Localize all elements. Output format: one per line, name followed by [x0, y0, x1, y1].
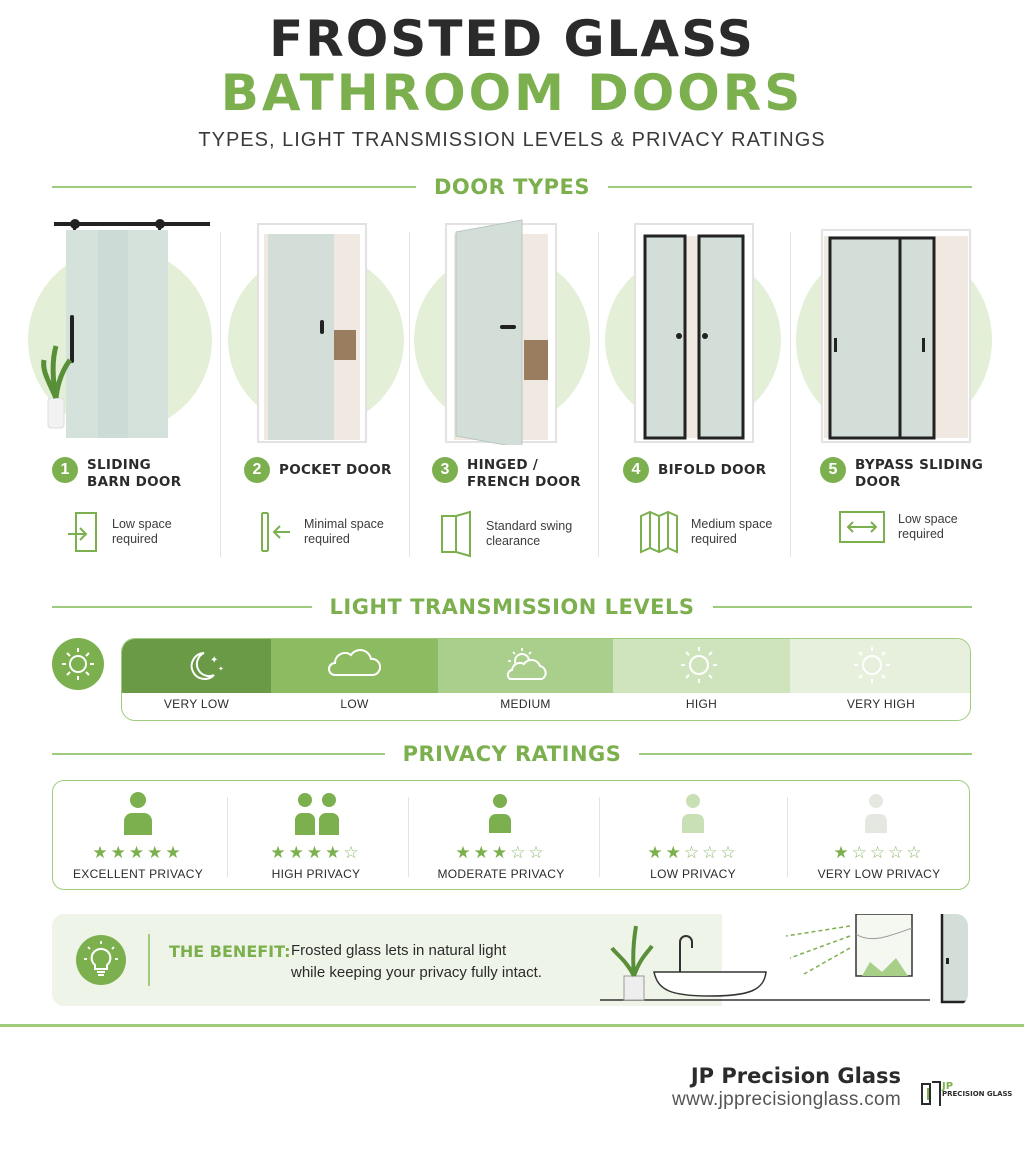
space-line1: Low space	[898, 512, 958, 526]
bypass-door-illustration	[794, 210, 998, 445]
svg-text:JP: JP	[942, 1081, 954, 1092]
light-transmission-heading	[52, 592, 972, 622]
lightbulb-badge	[76, 935, 126, 985]
separator	[148, 934, 150, 986]
door-type-card	[603, 210, 789, 560]
light-level-very-high	[790, 639, 971, 693]
space-line2: required	[304, 532, 350, 546]
person-icon	[120, 791, 156, 835]
space-requirement	[66, 510, 172, 554]
bathroom-scene-illustration	[600, 914, 968, 1006]
bifold-door-illustration	[603, 210, 789, 445]
door-name-line1: HINGED /	[467, 457, 539, 473]
space-requirement	[838, 510, 958, 544]
privacy-ratings-panel	[52, 780, 970, 890]
sun-badge	[52, 638, 104, 690]
privacy-rating-moderate	[411, 781, 591, 891]
door-name	[244, 457, 392, 483]
light-transmission-title: LIGHT TRANSMISSION LEVELS	[329, 595, 695, 619]
door-name	[820, 457, 983, 491]
page-subtitle: TYPES, LIGHT TRANSMISSION LEVELS & PRIVACY RATINGS	[198, 129, 826, 151]
light-level-high	[613, 639, 790, 693]
door-name	[52, 457, 181, 491]
website-link[interactable]: www.jpprecisionglass.com	[672, 1089, 901, 1110]
door-name-line1: BYPASS SLIDING	[855, 457, 984, 473]
svg-text:✦: ✦	[210, 655, 219, 666]
light-level-label: MEDIUM	[500, 697, 551, 711]
people-icon	[293, 791, 343, 835]
space-line1: Low space	[112, 517, 172, 531]
divider	[787, 797, 788, 877]
benefit-banner	[52, 914, 968, 1006]
door-type-card	[414, 210, 598, 560]
door-number: 1	[52, 457, 78, 483]
space-line2: clearance	[486, 534, 541, 548]
space-line2: required	[112, 532, 158, 546]
benefit-line1: Frosted glass lets in natural light	[291, 942, 507, 959]
page-title-line2: BATHROOM DOORS	[220, 64, 804, 122]
light-transmission-scale	[121, 638, 971, 721]
page-title-line1: FROSTED GLASS	[269, 10, 755, 68]
star-rating: ★★☆☆☆	[647, 843, 739, 862]
person-icon	[678, 793, 708, 833]
door-type-card	[224, 210, 408, 560]
moon-stars-icon	[122, 639, 271, 693]
light-level-very-low	[122, 639, 271, 693]
pocket-arrow-icon	[258, 510, 292, 554]
star-rating: ★★★★★	[92, 843, 184, 862]
barn-door-illustration	[28, 210, 218, 445]
privacy-ratings-title: PRIVACY RATINGS	[402, 742, 622, 766]
space-line1: Standard swing	[486, 519, 573, 533]
benefit-line2: while keeping your privacy fully intact.	[291, 964, 542, 981]
slide-arrow-icon	[66, 510, 100, 554]
star-rating: ★☆☆☆☆	[833, 843, 925, 862]
sun-icon	[613, 639, 790, 693]
person-icon	[861, 793, 891, 833]
divider	[598, 232, 599, 557]
door-number: 3	[432, 457, 458, 483]
star-rating: ★★★★☆	[270, 843, 362, 862]
space-requirement	[440, 510, 572, 558]
light-level-label: HIGH	[685, 697, 718, 711]
door-name-line2: FRENCH DOOR	[467, 474, 581, 490]
door-name-line2: BARN DOOR	[87, 474, 182, 490]
space-requirement	[639, 510, 772, 554]
door-type-card	[794, 210, 998, 560]
door-types-title: DOOR TYPES	[434, 175, 591, 199]
footer-rule	[0, 1024, 1024, 1027]
divider	[790, 232, 791, 557]
privacy-rating-very-low	[789, 781, 969, 891]
privacy-ratings-heading	[52, 739, 972, 769]
space-line1: Minimal space	[304, 517, 384, 531]
privacy-label: LOW PRIVACY	[650, 867, 736, 881]
door-number: 5	[820, 457, 846, 483]
door-name-line2: DOOR	[855, 474, 901, 490]
privacy-label: EXCELLENT PRIVACY	[72, 867, 204, 881]
door-name	[432, 457, 581, 491]
brand-name: JP Precision Glass	[690, 1064, 901, 1088]
privacy-rating-excellent	[53, 781, 223, 891]
door-number: 2	[244, 457, 270, 483]
privacy-label: HIGH PRIVACY	[271, 867, 361, 881]
benefit-title: THE BENEFIT:	[169, 942, 291, 961]
door-name	[623, 457, 766, 483]
svg-text:✦: ✦	[218, 665, 224, 673]
light-level-label: VERY HIGH	[846, 697, 916, 711]
bifold-icon	[639, 510, 679, 554]
door-name-line1: BIFOLD DOOR	[658, 462, 767, 478]
cloud-icon	[271, 639, 438, 693]
hinged-door-illustration	[414, 210, 598, 445]
privacy-rating-low	[603, 781, 783, 891]
door-types-heading	[52, 172, 972, 202]
double-arrow-icon	[838, 510, 886, 544]
logo-text: PRECISION GLASS	[942, 1090, 1013, 1098]
person-icon	[485, 793, 515, 833]
sun-cloud-icon	[438, 639, 613, 693]
lightbulb-icon	[76, 935, 126, 985]
divider	[227, 797, 228, 877]
light-level-label: VERY LOW	[163, 697, 230, 711]
door-name-line1: POCKET DOOR	[279, 462, 392, 478]
star-rating: ★★★☆☆	[455, 843, 547, 862]
benefit-text	[291, 940, 542, 984]
space-line1: Medium space	[691, 517, 773, 531]
light-level-low	[271, 639, 438, 693]
privacy-rating-high	[231, 781, 401, 891]
door-type-card	[28, 210, 218, 560]
pocket-door-illustration	[224, 210, 408, 445]
privacy-label: VERY LOW PRIVACY	[817, 867, 941, 881]
divider	[408, 797, 409, 877]
privacy-label: MODERATE PRIVACY	[437, 867, 565, 881]
divider	[220, 232, 221, 557]
sun-icon	[52, 638, 104, 690]
divider	[409, 232, 410, 557]
light-level-medium	[438, 639, 613, 693]
light-level-label: LOW	[340, 697, 369, 711]
sun-icon	[790, 639, 971, 693]
divider	[599, 797, 600, 877]
space-line2: required	[898, 527, 944, 541]
swing-door-icon	[440, 510, 474, 558]
space-requirement	[258, 510, 384, 554]
door-number: 4	[623, 457, 649, 483]
space-line2: required	[691, 532, 737, 546]
door-name-line1: SLIDING	[87, 457, 152, 473]
